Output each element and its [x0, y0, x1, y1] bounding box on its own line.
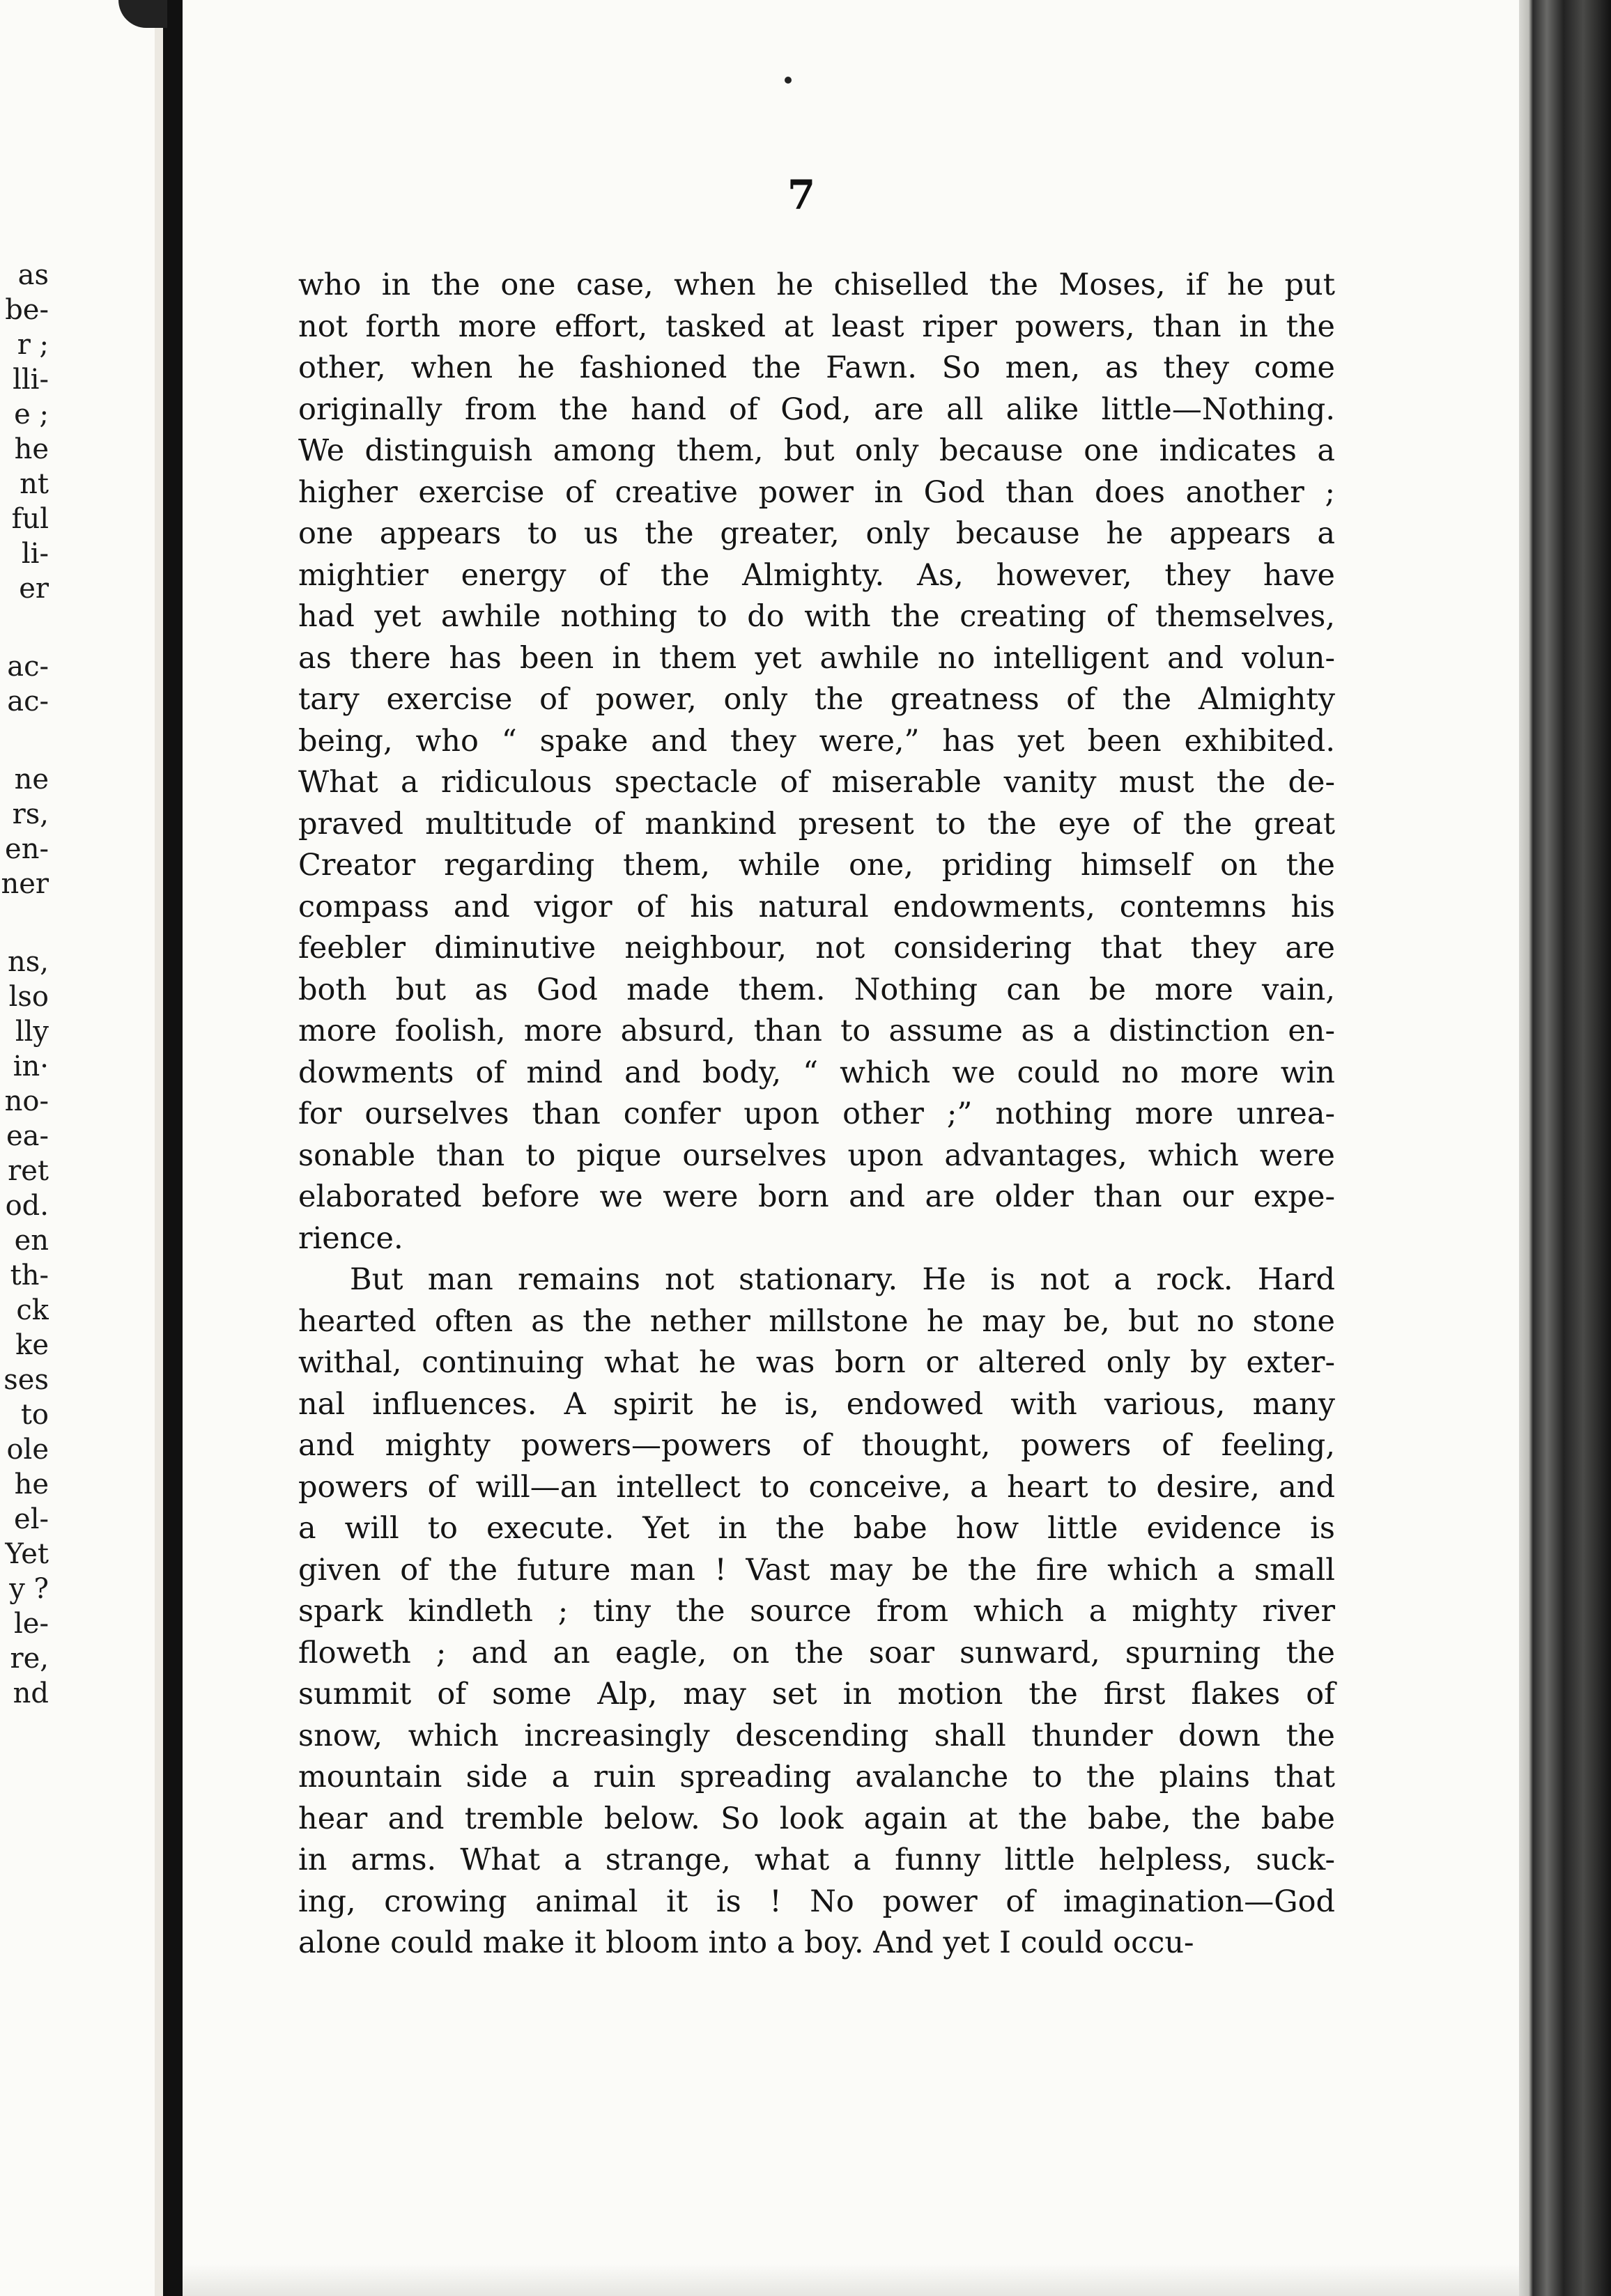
prev-page-fragment: y ? — [9, 1573, 49, 1605]
text-line: spark kindleth ; tiny the source from which a mighty river — [298, 1594, 1335, 1629]
text-line: Creator regarding them, while one, priding himself on the — [298, 848, 1335, 883]
prev-page-fragment: li- — [21, 538, 49, 570]
prev-page-fragment: lly — [15, 1016, 49, 1048]
text-line: snow, which increasingly descending shall thunder down the — [298, 1718, 1335, 1753]
text-line: not forth more effort, tasked at least riper powers, than in the — [298, 309, 1335, 344]
text-line: more foolish, more absurd, than to assume as a distinction en- — [298, 1014, 1335, 1048]
text-line: and mighty powers—powers of thought, powers of feeling, — [298, 1428, 1335, 1463]
prev-page-fragment: ole — [6, 1434, 49, 1466]
text-line: had yet awhile nothing to do with the creating of themselves, — [298, 599, 1335, 634]
prev-page-fragment: ck — [16, 1294, 49, 1326]
prev-page-fragment: ke — [15, 1329, 49, 1361]
text-line: What a ridiculous spectacle of miserable vanity must the de- — [298, 765, 1335, 800]
prev-page-fragment: re, — [10, 1643, 49, 1675]
prev-page-fragment: as — [17, 259, 49, 291]
prev-page-fragment: od. — [5, 1190, 49, 1222]
text-line: in arms. What a strange, what a funny little helpless, suck- — [298, 1843, 1335, 1877]
text-line: tary exercise of power, only the greatness of the Almighty — [298, 682, 1335, 717]
bottom-shadow — [183, 2264, 1519, 2296]
prev-page-fragment: to — [20, 1399, 49, 1431]
text-line: rience. — [298, 1220, 403, 1256]
paragraph — [298, 265, 1335, 1259]
binding-gutter-shadow — [155, 0, 163, 2296]
prev-page-fragment: no- — [4, 1085, 49, 1117]
prev-page-fragment: ne — [14, 763, 49, 796]
prev-page-fragment: th- — [10, 1259, 49, 1292]
page-edge — [1519, 0, 1611, 2296]
previous-page-fragments — [0, 258, 49, 1711]
text-line: given of the future man ! Vast may be the fire which a small — [298, 1552, 1335, 1588]
prev-page-fragment: en- — [5, 833, 49, 865]
prev-page-fragment: ner — [1, 868, 49, 900]
text-line: summit of some Alp, may set in motion the first flakes of — [298, 1677, 1335, 1712]
prev-page-fragment: ful — [11, 503, 49, 535]
text-line: dowments of mind and body, “ which we could no more win — [298, 1055, 1335, 1090]
text-line: praved multitude of mankind present to the eye of the great — [298, 806, 1335, 841]
text-line: powers of will—an intellect to conceive, a heart to desire, and — [298, 1469, 1335, 1505]
paragraph — [298, 1259, 1335, 1964]
text-line: one appears to us the greater, only because he appears a — [298, 516, 1335, 551]
text-line: as there has been in them yet awhile no intelligent and volun- — [298, 640, 1335, 676]
ink-speck — [785, 77, 792, 84]
prev-page-fragment: ns, — [7, 946, 49, 978]
prev-page-fragment: lso — [8, 981, 49, 1013]
prev-page-fragment: lli- — [13, 364, 49, 396]
text-line: higher exercise of creative power in God than does another ; — [298, 474, 1335, 510]
body-text — [298, 265, 1335, 1964]
prev-page-fragment: ret — [8, 1155, 49, 1187]
text-line: mightier energy of the Almighty. As, however, they have — [298, 557, 1335, 593]
text-line: sonable than to pique ourselves upon advantages, which were — [298, 1138, 1335, 1173]
prev-page-fragment: e ; — [14, 398, 49, 430]
prev-page-fragment: er — [19, 573, 49, 605]
prev-page-fragment: Yet — [5, 1538, 49, 1570]
text-line: We distinguish among them, but only because one indicates a — [298, 433, 1335, 468]
prev-page-fragment: ea- — [6, 1120, 49, 1152]
binding-gutter — [163, 0, 183, 2296]
prev-page-fragment: ac- — [7, 685, 49, 718]
prev-page-fragment: en — [14, 1225, 49, 1257]
text-line: nal influences. A spirit he is, endowed with various, many — [298, 1386, 1335, 1422]
text-line: hearted often as the nether millstone he may be, but no stone — [298, 1303, 1335, 1339]
prev-page-fragment: in· — [13, 1050, 49, 1083]
page-number: 7 — [787, 171, 816, 219]
text-line: who in the one case, when he chiselled the Moses, if he put — [298, 267, 1335, 302]
fragment-gap — [0, 901, 49, 945]
text-line: originally from the hand of God, are all alike little—Nothing. — [298, 391, 1335, 427]
text-line: a will to execute. Yet in the babe how little evidence is — [298, 1511, 1335, 1546]
text-line: being, who “ spake and they were,” has yet been exhibited. — [298, 723, 1335, 759]
text-line: hear and tremble below. So look again at the babe, the babe — [298, 1801, 1335, 1836]
text-line: withal, continuing what he was born or altered only by exter- — [298, 1345, 1335, 1380]
text-line: for ourselves than confer upon other ;” nothing more unrea- — [298, 1096, 1335, 1131]
prev-page-fragment: r ; — [17, 329, 49, 361]
text-line: alone could make it bloom into a boy. And yet I could occu- — [298, 1925, 1194, 1960]
prev-page-fragment: le- — [14, 1608, 49, 1640]
text-line: floweth ; and an eagle, on the soar sunward, spurning the — [298, 1635, 1335, 1670]
prev-page-fragment: nt — [20, 468, 49, 500]
text-line: ing, crowing animal it is ! No power of imagination—God — [298, 1884, 1335, 1919]
fragment-gap — [0, 606, 49, 649]
prev-page-fragment: be- — [5, 294, 49, 326]
prev-page-fragment: he — [14, 433, 49, 465]
text-line: compass and vigor of his natural endowments, contemns his — [298, 889, 1335, 924]
prev-page-fragment: ses — [3, 1364, 49, 1396]
text-line: mountain side a ruin spreading avalanche to the plains that — [298, 1760, 1335, 1794]
fragment-gap — [0, 719, 49, 762]
prev-page-fragment: el- — [14, 1503, 49, 1535]
text-line: both but as God made them. Nothing can be more vain, — [298, 972, 1335, 1007]
text-line: other, when he fashioned the Fawn. So men, as they come — [298, 350, 1335, 385]
prev-page-fragment: ac- — [7, 651, 49, 683]
text-line: elaborated before we were born and are older than our expe- — [298, 1179, 1335, 1214]
text-line: But man remains not stationary. He is not a rock. Hard — [350, 1262, 1335, 1297]
prev-page-fragment: rs, — [12, 798, 49, 830]
prev-page-fragment: he — [14, 1468, 49, 1500]
prev-page-fragment: nd — [13, 1677, 49, 1709]
text-line: feebler diminutive neighbour, not considering that they are — [298, 931, 1335, 965]
